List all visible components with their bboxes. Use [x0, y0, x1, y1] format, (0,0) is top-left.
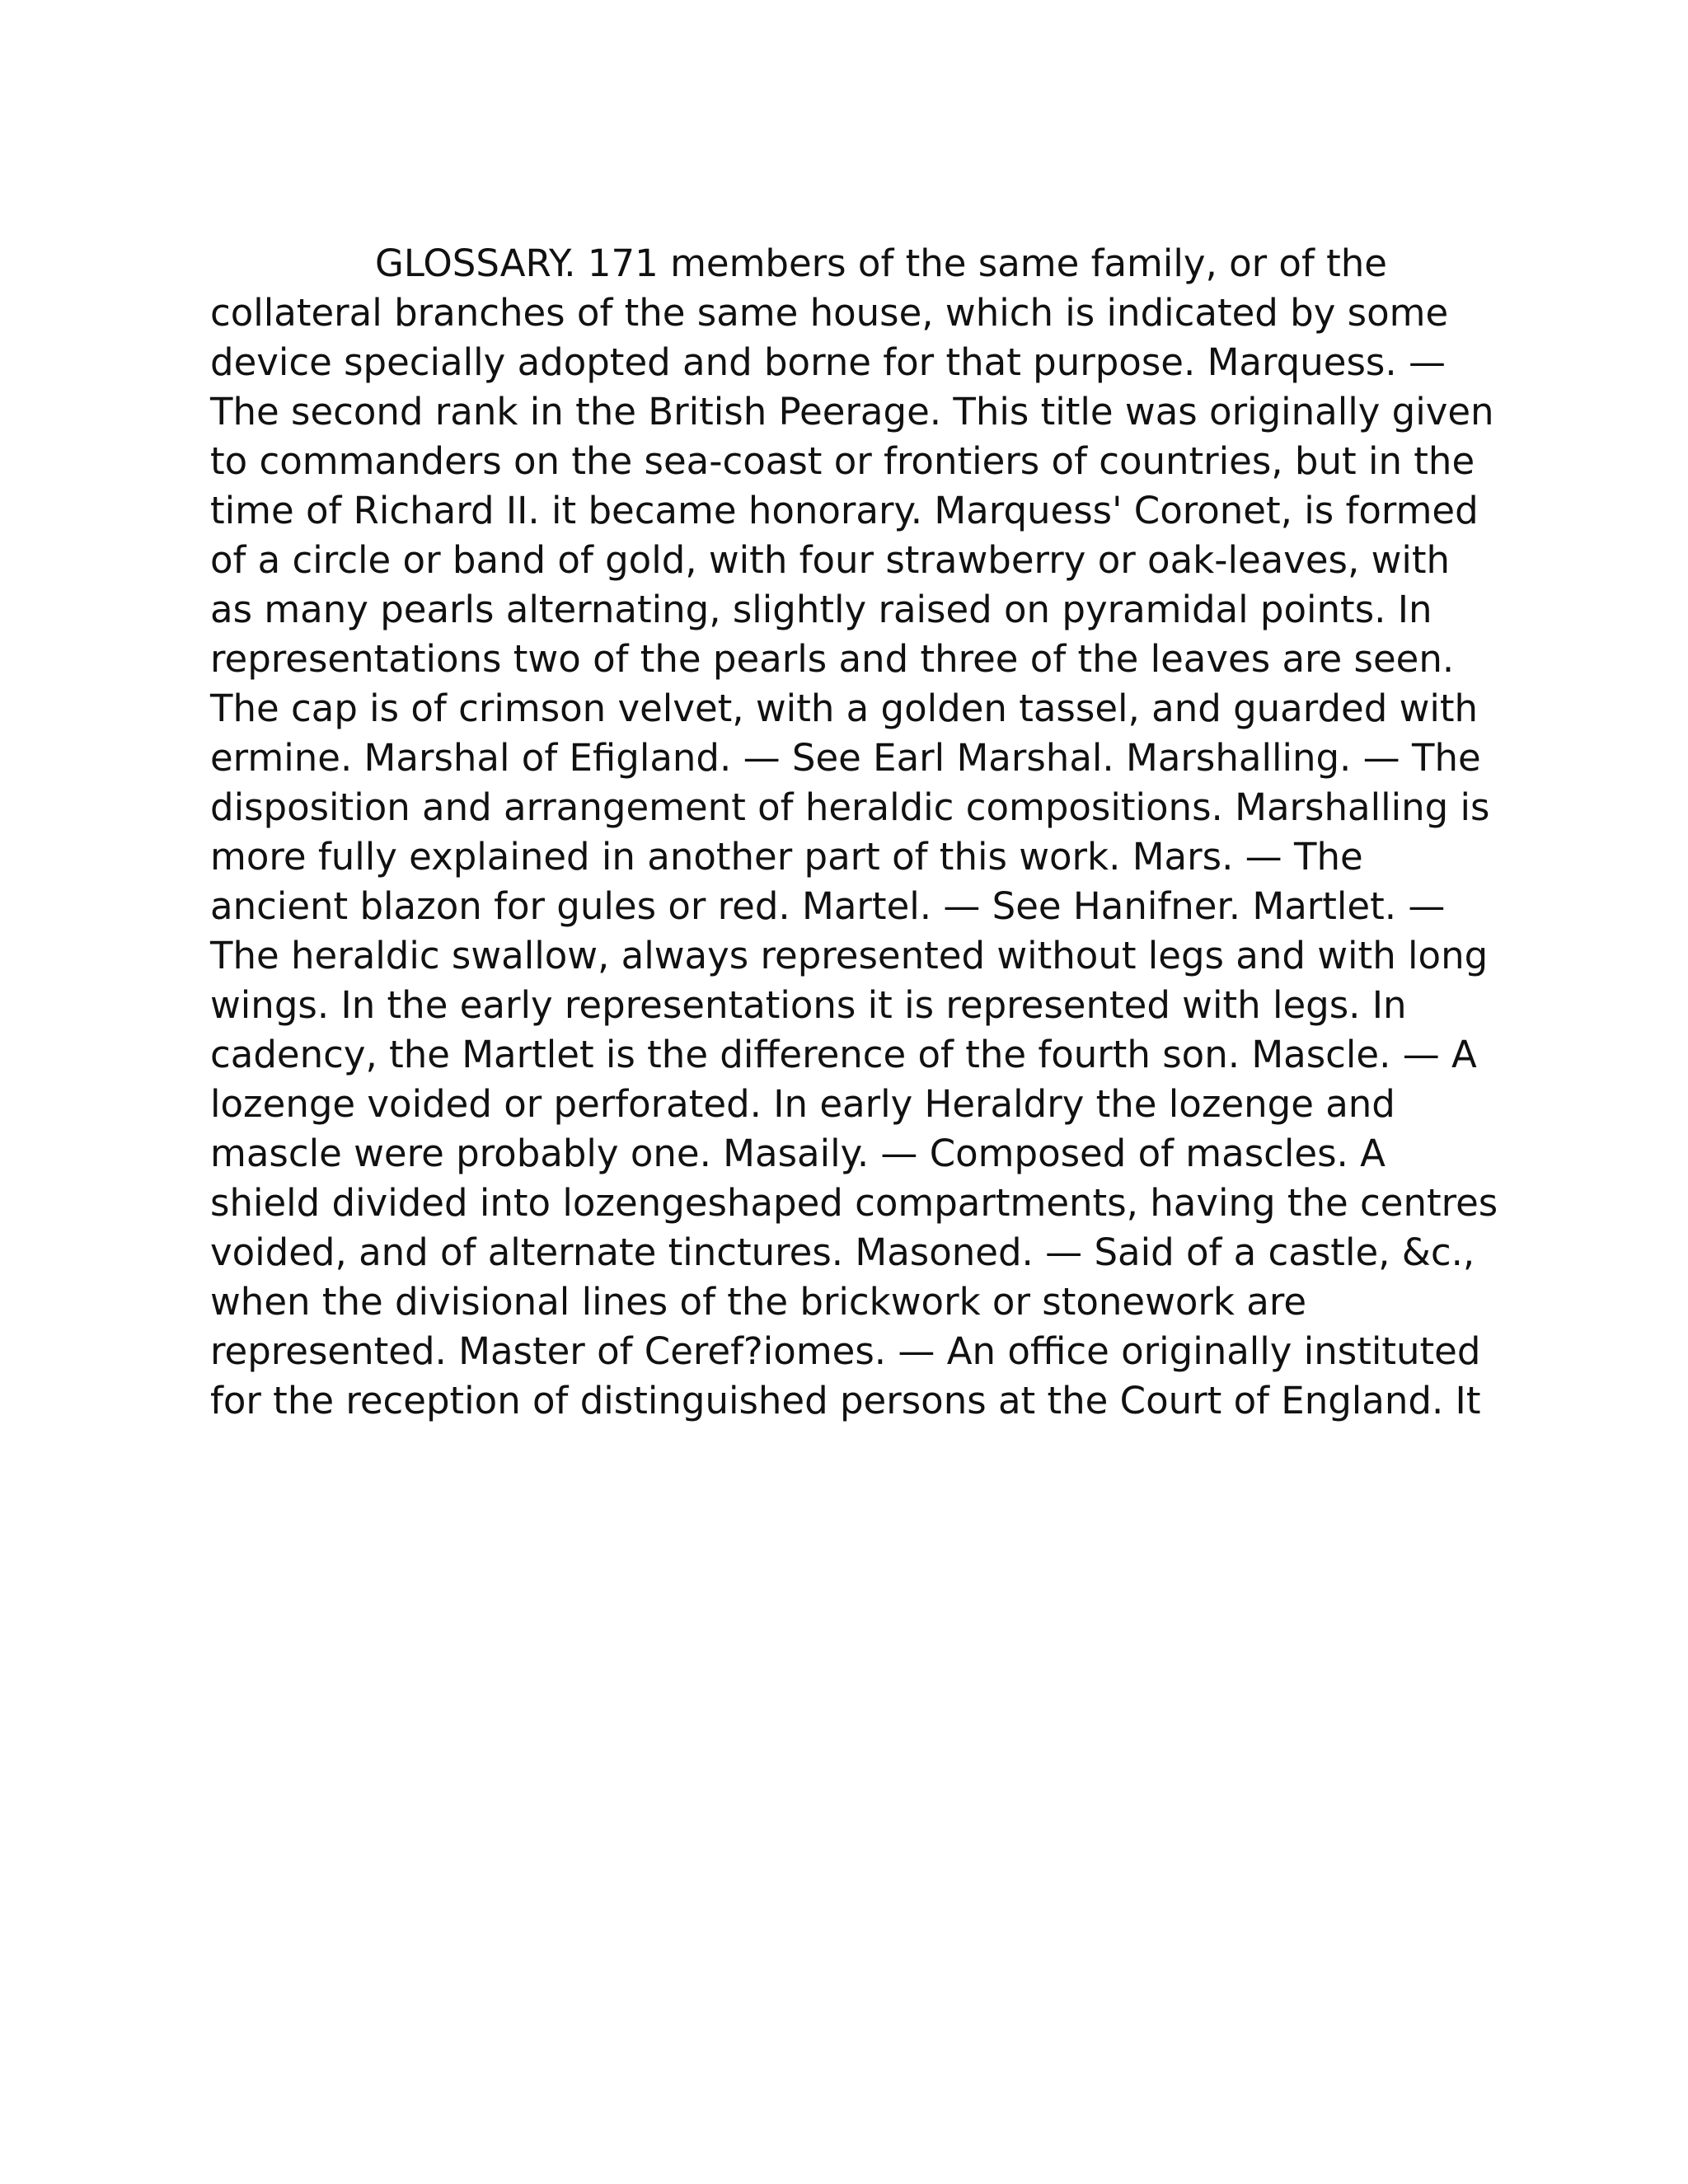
text-line: device specially adopted and borne for that purpose. Marquess. —	[210, 340, 1446, 384]
text-line: for the reception of distinguished persons at the Court of England. It	[210, 1379, 1481, 1422]
text-line: The cap is of crimson velvet, with a golden tassel, and guarded with	[210, 687, 1479, 730]
glossary-text	[210, 239, 1496, 1426]
text-line: when the divisional lines of the brickwork or stonework are	[210, 1280, 1307, 1324]
text-line: The heraldic swallow, always represented without legs and with long	[210, 934, 1489, 977]
text-line: shield divided into lozengeshaped compartments, having the centres	[210, 1181, 1498, 1225]
text-line: ermine. Marshal of Efigland. — See Earl Marshal. Marshalling. — The	[210, 736, 1481, 780]
text-line: wings. In the early representations it is represented with legs. In	[210, 983, 1407, 1027]
text-line: disposition and arrangement of heraldic compositions. Marshalling is	[210, 785, 1490, 829]
text-line: lozenge voided or perforated. In early Heraldry the lozenge and	[210, 1082, 1395, 1126]
text-line: as many pearls alternating, slightly raised on pyramidal points. In	[210, 588, 1432, 631]
text-line: collateral branches of the same house, which is indicated by some	[210, 291, 1449, 335]
text-line: cadency, the Martlet is the difference of the fourth son. Mascle. — A	[210, 1033, 1477, 1076]
text-line: voided, and of alternate tinctures. Masoned. — Said of a castle, &c.,	[210, 1230, 1475, 1274]
text-line: mascle were probably one. Masaily. — Composed of mascles. A	[210, 1132, 1386, 1175]
text-line: representations two of the pearls and three of the leaves are seen.	[210, 637, 1455, 681]
text-line: ancient blazon for gules or red. Martel. — See Hanifner. Martlet. —	[210, 884, 1446, 928]
text-line: of a circle or band of gold, with four strawberry or oak-leaves, with	[210, 538, 1451, 582]
text-line: more fully explained in another part of this work. Mars. — The	[210, 835, 1363, 879]
text-line: represented. Master of Ceref?iomes. — An office originally instituted	[210, 1329, 1481, 1373]
text-line: The second rank in the British Peerage. This title was originally given	[210, 390, 1494, 434]
text-line: to commanders on the sea-coast or frontiers of countries, but in the	[210, 439, 1475, 483]
text-line: GLOSSARY. 171 members of the same family, or of the	[375, 241, 1387, 285]
text-line: time of Richard II. it became honorary. Marquess' Coronet, is formed	[210, 489, 1479, 532]
